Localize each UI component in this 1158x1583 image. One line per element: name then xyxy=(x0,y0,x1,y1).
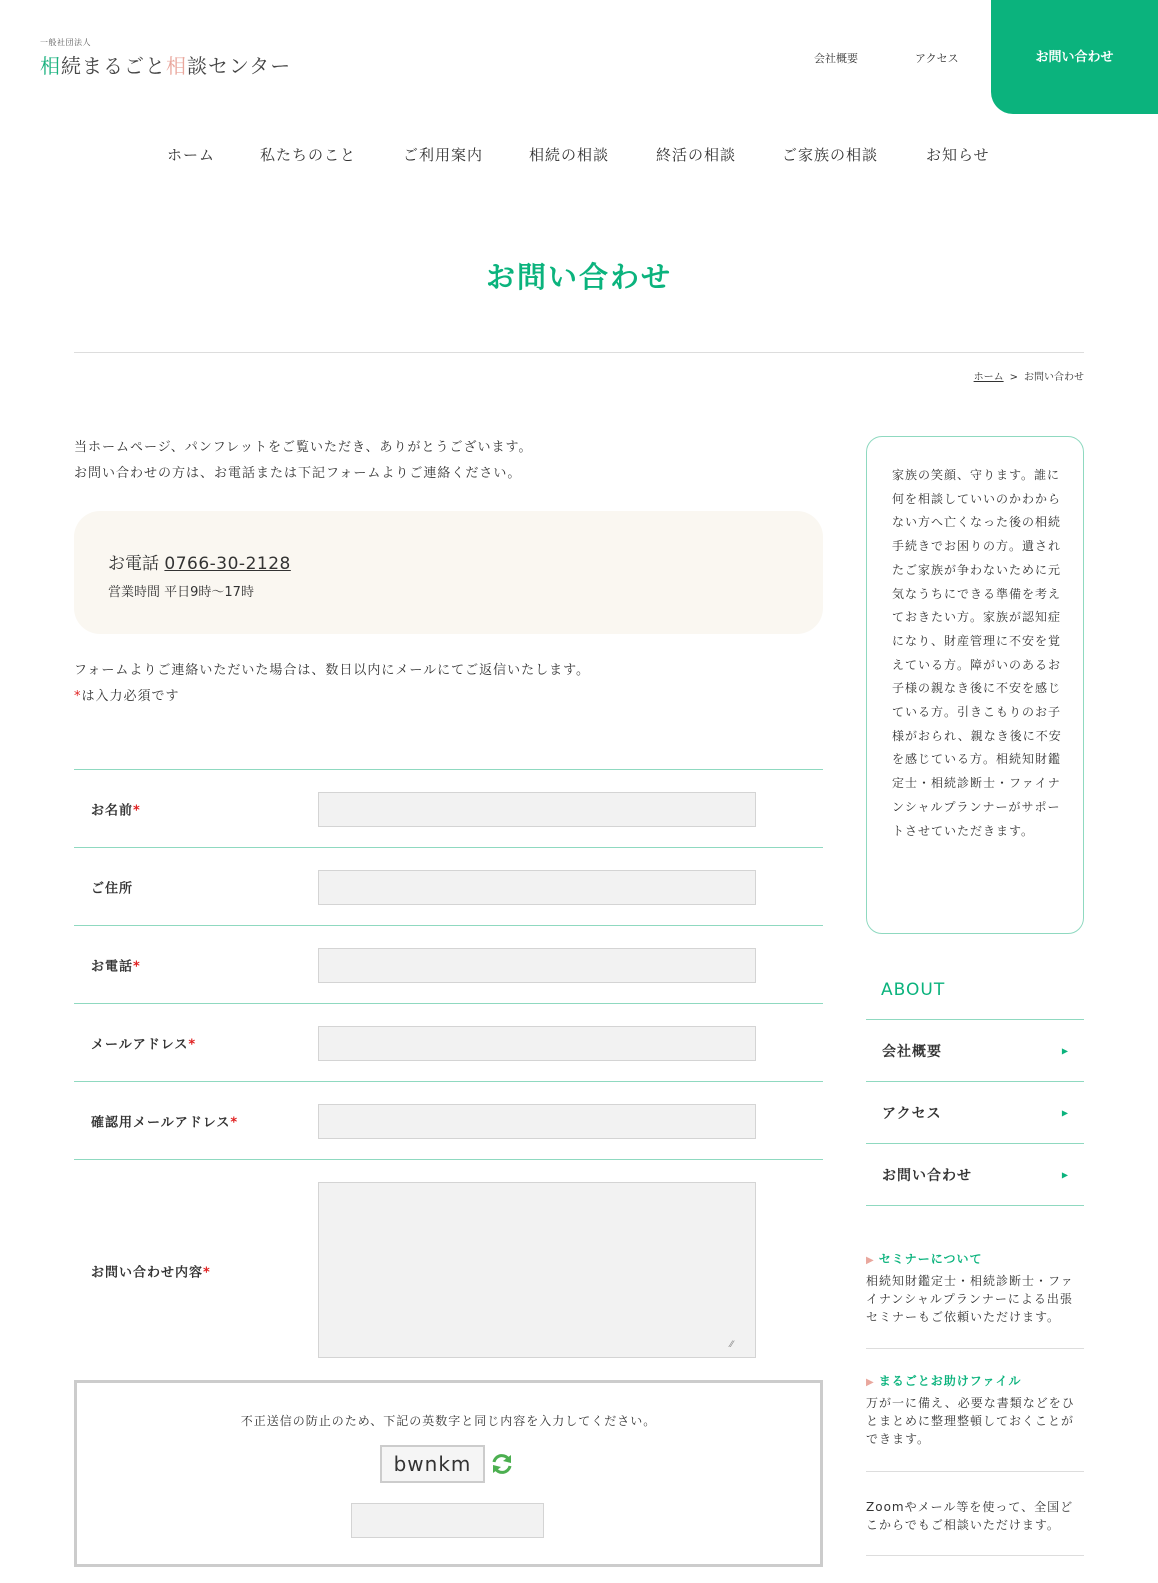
name-input[interactable] xyxy=(318,792,756,827)
about-item-label: アクセス xyxy=(882,1105,942,1122)
about-item-label: お問い合わせ xyxy=(882,1167,972,1184)
email-confirm-input[interactable] xyxy=(318,1104,756,1139)
feature-body: 相続知財鑑定士・相続診断士・ファイナンシャルプランナーによる出張セミナーもご依頼いただけます。 xyxy=(866,1274,1074,1324)
nav-item-news[interactable]: お知らせ xyxy=(926,146,990,164)
field-label-phone: お電話* xyxy=(91,959,141,974)
captcha-code: bwnkm xyxy=(380,1445,485,1483)
top-link-company[interactable]: 会社概要 xyxy=(814,52,858,65)
phone-line: お電話 0766-30-2128 xyxy=(108,554,291,574)
required-mark: * xyxy=(74,689,82,704)
about-list xyxy=(866,1019,1084,1206)
global-nav xyxy=(0,144,1158,168)
about-heading: ABOUT xyxy=(881,980,946,1000)
site-logo[interactable] xyxy=(40,37,291,79)
field-label-address: ご住所 xyxy=(91,881,134,896)
refresh-icon[interactable] xyxy=(489,1451,515,1477)
form-note: フォームよりご連絡いただいた場合は、数日以内にメールにてご返信いたします。 *は入力必須です xyxy=(74,663,591,704)
sidebar-feature-online[interactable] xyxy=(866,1493,1084,1556)
arrow-right-icon: ▶ xyxy=(1061,1170,1068,1179)
phone-box xyxy=(74,511,823,634)
arrow-right-icon: ▶ xyxy=(1061,1046,1068,1055)
sidebar-feature-file[interactable] xyxy=(866,1372,1084,1472)
form-row-address xyxy=(74,847,823,925)
captcha-input[interactable] xyxy=(351,1503,544,1538)
nav-item-end-of-life[interactable]: 終活の相談 xyxy=(656,146,737,164)
sidebar-message-box xyxy=(866,436,1084,934)
nav-item-family[interactable]: ご家族の相談 xyxy=(782,146,879,164)
breadcrumb xyxy=(974,368,1084,383)
nav-item-guide[interactable]: ご利用案内 xyxy=(403,146,484,164)
field-label-email: メールアドレス* xyxy=(91,1037,197,1052)
breadcrumb-home[interactable]: ホーム xyxy=(973,372,1004,383)
form-row-message xyxy=(74,1159,823,1381)
resize-handle-icon[interactable]: ⁄⁄ xyxy=(730,1340,734,1350)
page-title: お問い合わせ xyxy=(485,260,672,294)
form-row-phone xyxy=(74,925,823,1003)
field-label-name: お名前* xyxy=(91,803,141,818)
about-item-access[interactable] xyxy=(866,1082,1084,1144)
header-contact-button[interactable]: お問い合わせ xyxy=(991,0,1158,114)
address-input[interactable] xyxy=(318,870,756,905)
triangle-icon: ▶ xyxy=(866,1377,875,1388)
nav-item-inheritance[interactable]: 相続の相談 xyxy=(529,146,610,164)
captcha-box xyxy=(74,1380,823,1567)
sidebar-message-text: 家族の笑顔、守ります。誰に何を相談していいのかわからない方へ亡くなった後の相続手続きでお困りの方。遺されたご家族が争わないために元気なうちにできる準備を考えておきたい方。家族が認知症になり、財産管理に不安を覚えている方。障がいのあるお子様の親なき後に不安を感じている方。引きこもりのお子様がおられ、親なき後に不安を感じている方。相続知財鑑定士・相続診断士・ファイナンシャルプランナーがサポートさせていただきます。 xyxy=(892,468,1062,838)
logo-title: 相続まるごと相談センター xyxy=(40,54,292,78)
contact-form xyxy=(74,769,823,1381)
feature-title: ▶ セミナーについて xyxy=(866,1252,983,1266)
intro-text: 当ホームページ、パンフレットをご覧いただき、ありがとうございます。 お問い合わせの方は、お電話または下記フォームよりご連絡ください。 xyxy=(74,440,533,481)
field-label-message: お問い合わせ内容* xyxy=(91,1265,211,1280)
form-row-email-confirm xyxy=(74,1081,823,1159)
form-row-name xyxy=(74,769,823,847)
business-hours: 営業時間 平日9時～17時 xyxy=(108,585,254,600)
about-item-contact[interactable] xyxy=(866,1144,1084,1206)
breadcrumb-separator: > xyxy=(1009,372,1018,383)
nav-item-about-us[interactable]: 私たちのこと xyxy=(260,146,357,164)
phone-number-link[interactable]: 0766-30-2128 xyxy=(164,554,291,574)
feature-title: ▶ まるごとお助けファイル xyxy=(866,1374,1022,1388)
about-item-company[interactable] xyxy=(866,1020,1084,1082)
top-link-access[interactable]: アクセス xyxy=(915,52,959,65)
arrow-right-icon: ▶ xyxy=(1061,1108,1068,1117)
logo-subtitle: 一般社団法人 xyxy=(40,38,91,47)
message-textarea[interactable] xyxy=(318,1182,756,1358)
sidebar-feature-seminar[interactable] xyxy=(866,1250,1084,1349)
field-label-email-confirm: 確認用メールアドレス* xyxy=(91,1115,239,1130)
email-input[interactable] xyxy=(318,1026,756,1061)
feature-body: 万が一に備え、必要な書類などをひとまとめに整理整頓しておくことができます。 xyxy=(866,1396,1075,1446)
title-divider xyxy=(74,352,1084,353)
about-item-label: 会社概要 xyxy=(882,1043,942,1060)
captcha-message: 不正送信の防止のため、下記の英数字と同じ内容を入力してください。 xyxy=(240,1414,657,1428)
phone-input[interactable] xyxy=(318,948,756,983)
form-row-email xyxy=(74,1003,823,1081)
triangle-icon: ▶ xyxy=(866,1255,875,1266)
nav-item-home[interactable]: ホーム xyxy=(167,146,216,164)
breadcrumb-current: お問い合わせ xyxy=(1024,372,1084,383)
feature-body: Zoomやメール等を使って、全国どこからでもご相談いただけます。 xyxy=(866,1500,1074,1532)
